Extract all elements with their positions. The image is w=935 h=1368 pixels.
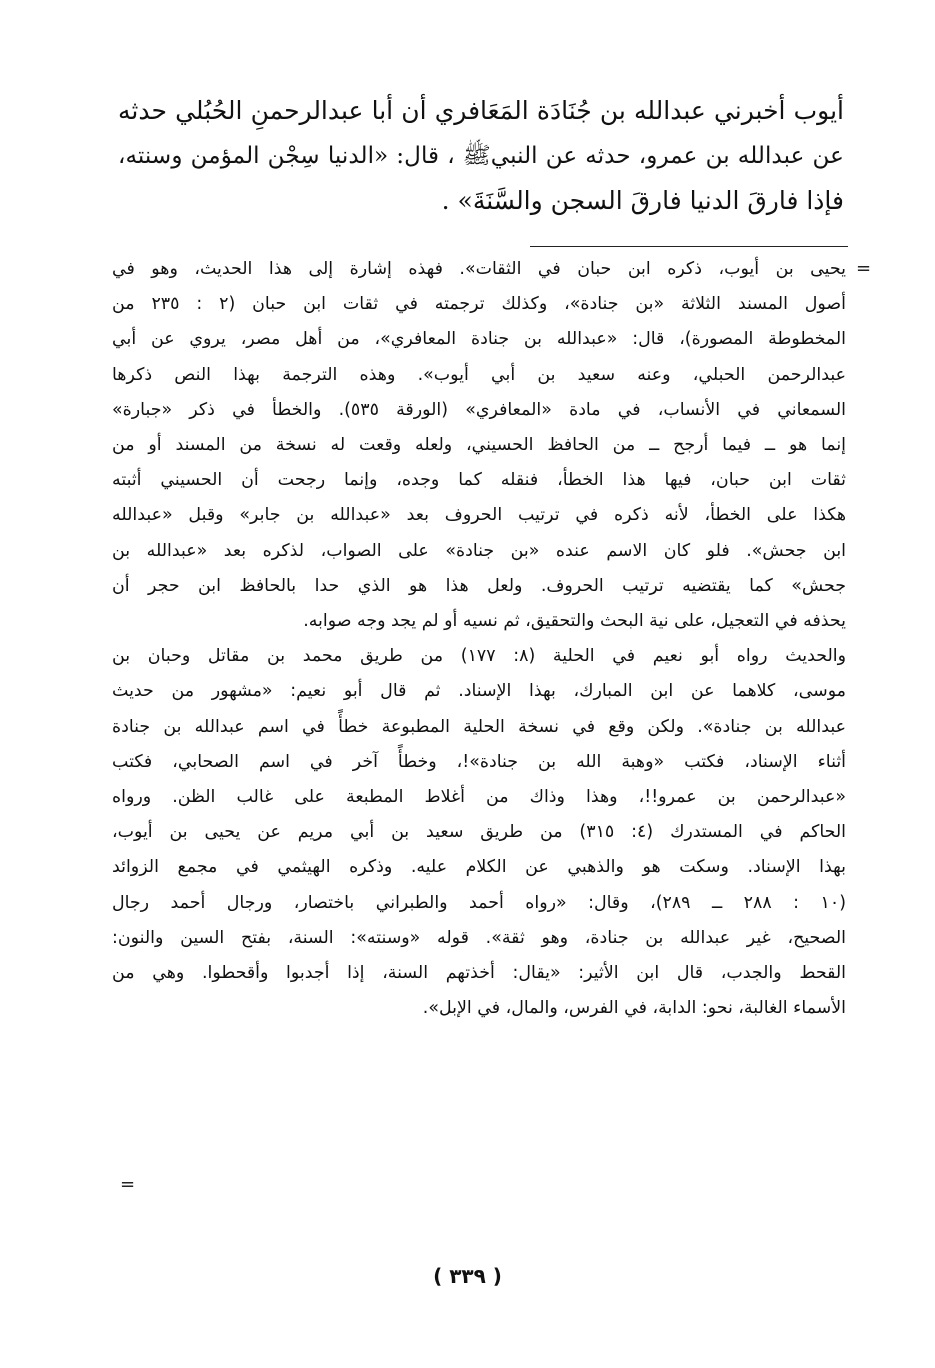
footnote-line: ابن جحش». فلو كان الاسم عنده «بن جنادة» على الصواب، لذكره بعد «عبدالله بن	[112, 540, 846, 561]
footnote-line: الحاكم في المستدرك (٤: ٣١٥) من طريق سعيد بن أبي مريم عن يحيى بن أيوب،	[112, 822, 846, 843]
footnote-line: «عبدالرحمن بن عمرو!!، وهذا وذاك من أغلاط المطبعة على غالب الظن. ورواه	[112, 787, 846, 808]
footnote-line: جحش» كما يقتضيه ترتيب الحروف. ولعل هذا هو الذي حدا بالحافظ ابن حجر أن	[112, 575, 846, 596]
footnote-line: (١٠ : ٢٨٨ ــ ٢٨٩)، وقال: «رواه أحمد والطبراني باختصار، ورجال أحمد رجال	[112, 892, 846, 913]
main-text-line: فإذا فارقَ الدنيا فارقَ السجن والسَّنَةَ» .	[441, 186, 844, 215]
page-number: ( ٣٣٩ )	[433, 1264, 502, 1288]
footnote-line: هكذا على الخطأ، لأنه ذكره في ترتيب الحروف بعد «عبدالله بن جابر» وقبل «عبدالله	[112, 505, 846, 526]
continuation-mark-top: =	[856, 258, 872, 279]
footnote-line: يحذفه في التعجيل، على نية البحث والتحقيق، ثم نسيه أو لم يجد وجه صوابه.	[303, 611, 846, 632]
footnote-line: السمعاني في الأنساب، في مادة «المعافري» (الورقة ٥٣٥). والخطأ في ذكر «جبارة»	[112, 399, 847, 420]
footnote-line: والحديث رواه أبو نعيم في الحلية (٨: ١٧٧) من طريق محمد بن مقاتل وحبان بن	[112, 646, 846, 667]
main-text-line: أيوب أخبرني عبدالله بن جُنَادَة المَعَافري أن أبا عبدالرحمنِ الحُبُلي حدثه	[118, 96, 844, 125]
footnote	[112, 252, 846, 1026]
main-text	[118, 88, 844, 223]
footnote-line: الأسماء الغالبة، نحو: الدابة، في الفرس، والمال، في الإبل».	[422, 998, 846, 1019]
footnote-line: أصول المسند الثلاثة «بن جنادة»، وكذلك ترجمته في ثقات ابن حبان (٢ : ٢٣٥ من	[112, 294, 847, 315]
footnote-line: ثقات ابن حبان، فيها هذا الخطأ، فنقله كما وجده، وإنما رجحت أن الحسيني أثبته	[112, 470, 846, 491]
footnote-line: إنما هو ــ فيما أرجح ــ من الحافظ الحسيني، ولعله وقعت له نسخة من المسند أو من	[112, 435, 846, 456]
main-text-line: عن عبدالله بن عمرو، حدثه عن النبيﷺ ، قال: «الدنيا سِجْن المؤمن وسنته،	[118, 142, 844, 169]
footnote-line: موسى، كلاهما عن ابن المبارك، بهذا الإسناد. ثم قال أبو نعيم: «مشهور من حديث	[112, 681, 846, 702]
footnote-line: أثناء الإسناد، فكتب «وهبة الله بن جنادة»!، وخطأً آخر في اسم الصحابي، فكتب	[112, 751, 846, 772]
footnote-line: عبدالله بن جنادة». ولكن وقع في نسخة الحلية المطبوعة خطأً في اسم عبدالله بن جنادة	[112, 716, 846, 737]
footnote-line: يحيى بن أيوب، ذكره ابن حبان في الثقات». فهذه إشارة إلى هذا الحديث، وهو في	[112, 259, 846, 279]
footnote-line: عبدالرحمن الحبلي، وعنه سعيد بن أبي أيوب». وهذه الترجمة بهذا النص ذكرها	[112, 364, 846, 385]
footnote-separator	[530, 246, 848, 247]
footnote-line: المخطوطة المصورة)، قال: «عبدالله بن جنادة المعافري»، من أهل مصر، يروي عن أبي	[112, 329, 846, 350]
continuation-mark-bottom: =	[120, 1174, 136, 1195]
footnote-line: بهذا الإسناد. وسكت هو والذهبي عن الكلام عليه. وذكره الهيثمي في مجمع الزوائد	[112, 857, 846, 878]
footnote-line: الصحيح، غير عبدالله بن جنادة، وهو ثقة». قوله «وسنته»: السنة، بفتح السين والنون:	[112, 927, 846, 948]
footnote-line: القحط والجدب، قال ابن الأثير: «يقال: أخذتهم السنة، إذا أجدبوا وأقحطوا. وهي من	[112, 963, 846, 984]
